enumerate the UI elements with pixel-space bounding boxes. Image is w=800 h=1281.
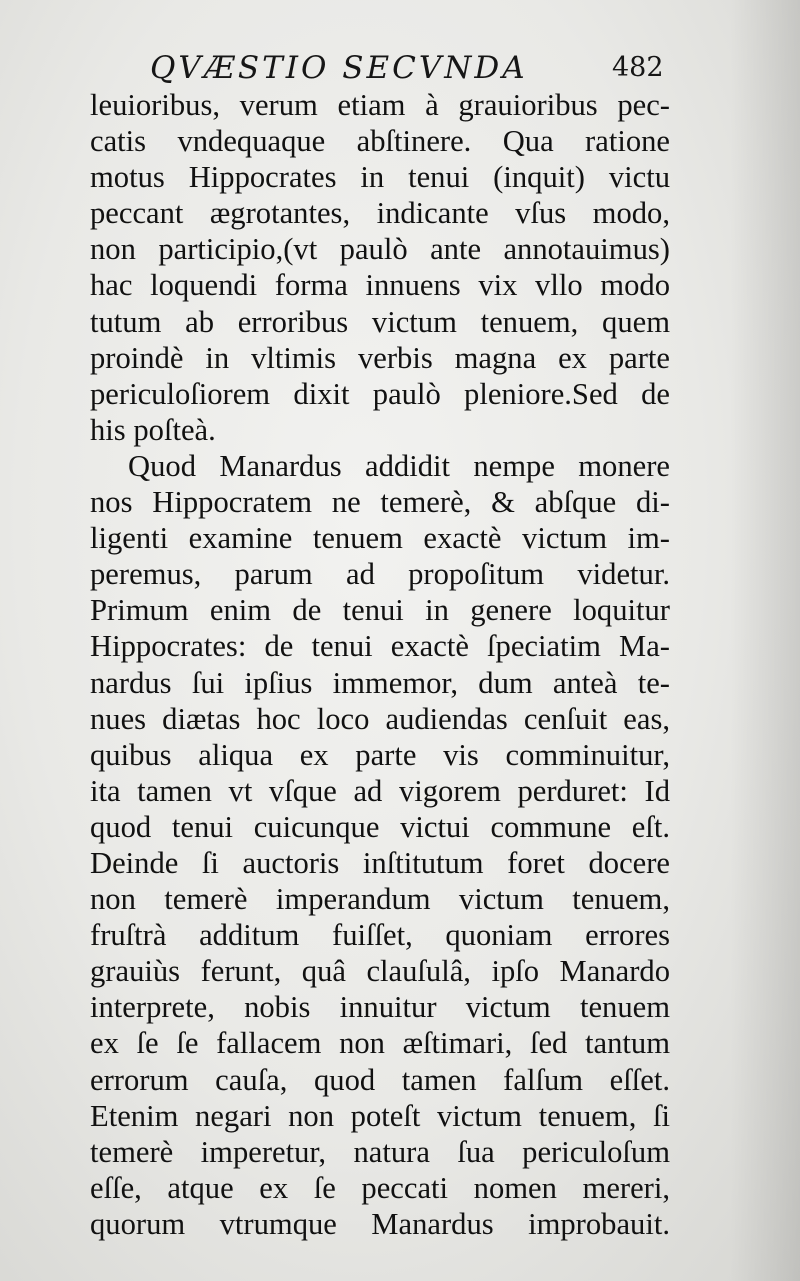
text-line: quod tenui cuicunque victui commune eſt. [90,809,670,844]
text-line: Deinde ſi auctoris inſtitutum foret docere [90,845,670,880]
text-line: nues diætas hoc loco audiendas cenſuit eas, [90,701,670,736]
text-line: tutum ab erroribus victum tenuem, quem [90,304,670,339]
text-line: peccant ægrotantes, indicante vſus modo, [90,196,670,231]
text-line: Etenim negari non poteſt victum tenuem, ſi [90,1098,670,1133]
text-line: periculoſiorem dixit paulò pleniore.Sed de [90,376,670,411]
text-line: quorum vtrumque Manardus improbauit. [90,1206,670,1241]
paragraph-start-line: Quod Manardus addidit nempe monere [128,448,670,483]
text-line: errorum cauſa, quod tamen falſum eſſet. [90,1062,670,1097]
text-line: catis vndequaque abſtinere. Qua ratione [90,124,670,159]
text-line: ligenti examine tenuem exactè victum im- [90,521,670,556]
text-line: ex ſe ſe fallacem non æſtimari, ſed tantum [90,1026,670,1061]
text-line: proindè in vltimis verbis magna ex parte [90,340,670,375]
text-line: ita tamen vt vſque ad vigorem perduret: Id [90,773,670,808]
text-line: quibus aliqua ex parte vis comminuitur, [90,737,670,772]
page-edge-shadow [730,0,800,1281]
text-line: nardus ſui ipſius immemor, dum anteà te- [90,665,670,700]
text-line: Hippocrates: de tenui exactè ſpeciatim Ma- [90,629,670,664]
running-title: QVÆSTIO SECVNDA [150,50,528,86]
text-line: motus Hippocrates in tenui (inquit) victu [90,160,670,195]
text-line: non temerè imperandum victum tenuem, [90,882,670,917]
text-line: peremus, parum ad propoſitum videtur. [90,557,670,592]
text-line: hac loquendi forma innuens vix vllo modo [90,268,670,303]
text-line: temerè imperetur, natura ſua periculoſum [90,1134,670,1169]
text-line: eſſe, atque ex ſe peccati nomen mereri, [90,1170,670,1205]
text-line: non participio,(vt paulò ante annotauimus) [90,232,670,267]
text-line: leuioribus, verum etiam à grauioribus pec- [90,88,670,122]
body-text [90,87,670,1242]
text-line: his poſteà. [90,412,216,447]
text-line: fruſtrà additum fuiſſet, quoniam errores [90,918,670,953]
text-line: nos Hippocratem ne temerè, & abſque di- [90,485,670,520]
text-line: grauiùs ferunt, quâ clauſulâ, ipſo Manardo [90,954,670,989]
page-number: 482 [612,52,664,83]
text-line: interprete, nobis innuitur victum tenuem [90,990,670,1025]
text-line: Primum enim de tenui in genere loquitur [90,593,670,628]
